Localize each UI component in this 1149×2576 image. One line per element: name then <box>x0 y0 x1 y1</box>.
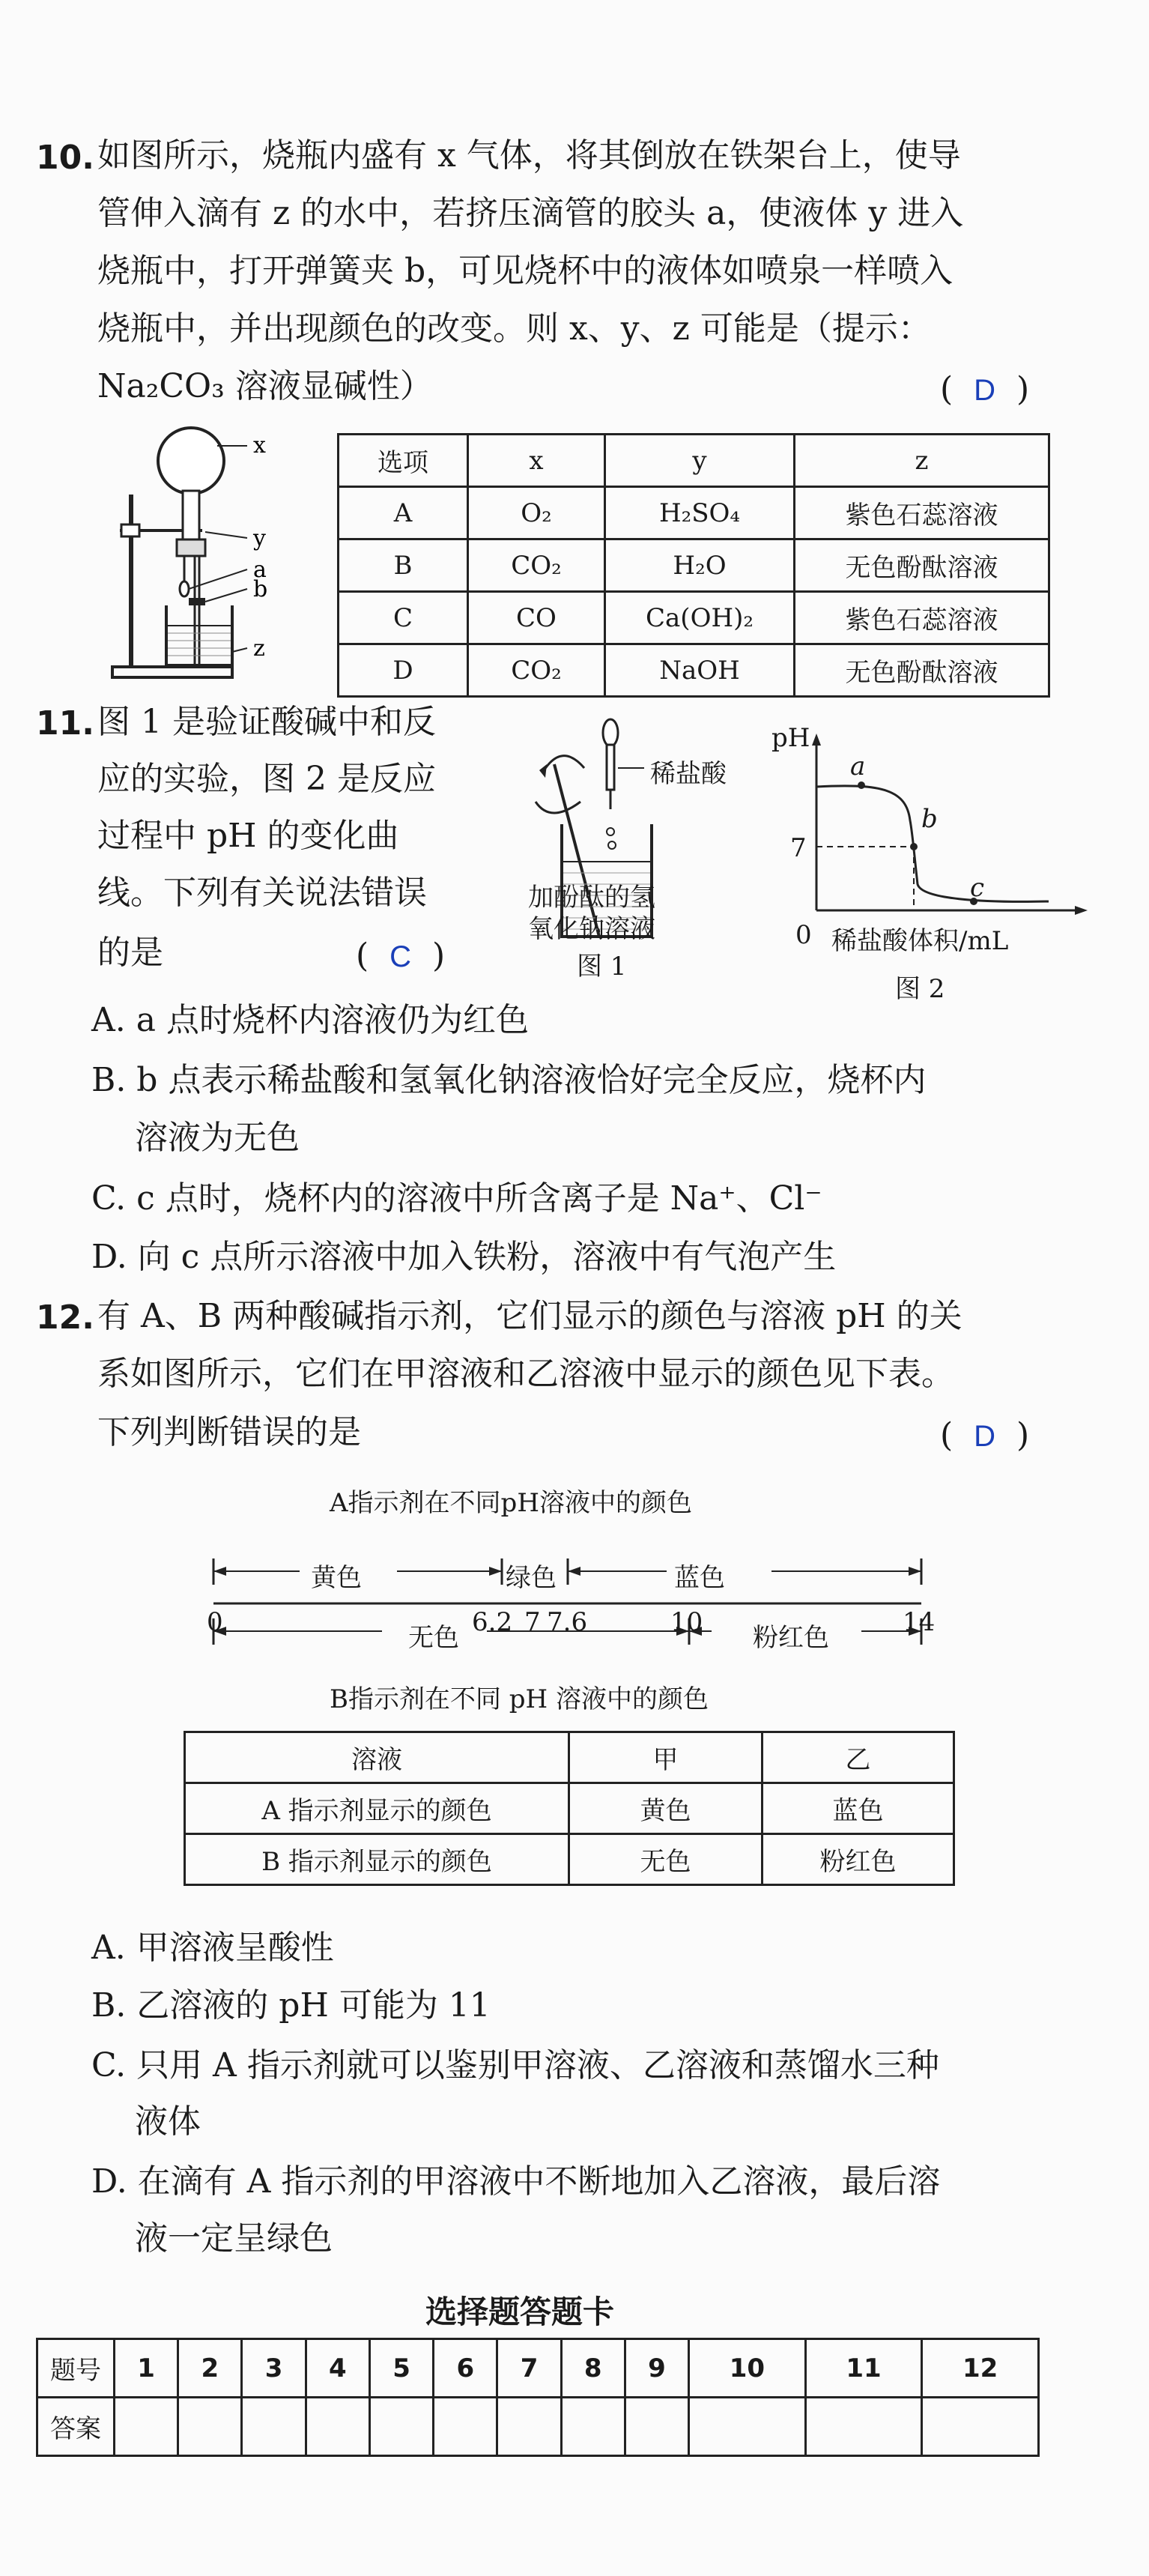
q12-option-d: D. 在滴有 A 指示剂的甲溶液中不断地加入乙溶液，最后溶 <box>91 2162 941 2201</box>
q12-option-c: C. 只用 A 指示剂就可以鉴别甲溶液、乙溶液和蒸馏水三种 <box>91 2046 939 2084</box>
q12-option-b: B. 乙溶液的 pH 可能为 11 <box>91 1986 491 2025</box>
q11-option-b: B. b 点表示稀盐酸和氢氧化钠溶液恰好完全反应，烧杯内 <box>91 1061 927 1099</box>
answer-card-number: 3 <box>242 2339 306 2398</box>
table-row <box>185 1783 954 1834</box>
stand-base <box>112 667 232 677</box>
answer-card-number: 10 <box>689 2339 806 2398</box>
q11-option-c: C. c 点时，烧杯内的溶液中所含离子是 Na⁺、Cl⁻ <box>91 1179 822 1218</box>
q10-header-z: z <box>795 435 1049 487</box>
table-cell: 无色 <box>569 1834 763 1885</box>
q10-answer-bracket: ( D ) <box>940 370 1030 408</box>
q10-number: 10. <box>36 139 94 177</box>
fig1-solution-label-2: 氧化钠溶液 <box>528 914 655 944</box>
scale-tick-0: 0 <box>207 1607 223 1637</box>
scale-tick-10: 10 <box>670 1607 703 1637</box>
scale-title-a: A指示剂在不同pH溶液中的颜色 <box>330 1488 692 1518</box>
q10-line-4: 烧瓶中，并出现颜色的改变。则 x、y、z 可能是（提示： <box>97 309 931 348</box>
fig1-acid-label: 稀盐酸 <box>650 759 727 789</box>
q11-answer: C <box>389 940 412 973</box>
q10-header-y: y <box>605 435 795 487</box>
q12-header-solution: 溶液 <box>185 1732 569 1783</box>
scale-tick-6-2: 6.2 <box>472 1607 513 1637</box>
answer-blank[interactable] <box>434 2398 497 2456</box>
table-cell: 紫色石蕊溶液 <box>795 487 1049 539</box>
label-b: b <box>253 576 268 602</box>
table-cell: A 指示剂显示的颜色 <box>185 1783 569 1834</box>
fig2-caption: 图 2 <box>895 974 945 1004</box>
scale-title-b: B指示剂在不同 pH 溶液中的颜色 <box>330 1684 709 1714</box>
table-cell: C <box>339 592 468 644</box>
q12-indicator-table <box>184 1731 955 1886</box>
table-cell: 无色酚酞溶液 <box>795 539 1049 592</box>
q12-option-a: A. 甲溶液呈酸性 <box>91 1929 334 1967</box>
flask-apparatus-figure <box>105 420 315 689</box>
label-y: y <box>253 525 266 551</box>
q11-line-4: 线。下列有关说法错误 <box>97 874 427 912</box>
table-cell: 黄色 <box>569 1783 763 1834</box>
fig2-origin: 0 <box>795 920 812 950</box>
q11-line-1: 图 1 是验证酸碱中和反 <box>97 703 436 741</box>
answer-card-number: 2 <box>178 2339 242 2398</box>
q10-options-table <box>337 433 1050 698</box>
answer-blank[interactable] <box>561 2398 625 2456</box>
table-cell: H₂SO₄ <box>605 487 795 539</box>
table-cell: H₂O <box>605 539 795 592</box>
flask <box>158 428 224 494</box>
answer-card-title: 选择题答题卡 <box>425 2294 615 2330</box>
label-x: x <box>253 432 266 459</box>
table-row <box>339 539 1049 592</box>
q12-line-3: 下列判断错误的是 <box>97 1413 361 1451</box>
table-cell: CO₂ <box>468 644 605 697</box>
scale-a-green: 绿色 <box>506 1563 557 1593</box>
q11-option-d: D. 向 c 点所示溶液中加入铁粉，溶液中有气泡产生 <box>91 1238 837 1276</box>
q11-answer-bracket: ( C ) <box>356 937 446 975</box>
answer-blank[interactable] <box>115 2398 178 2456</box>
figure-2-ph-curve <box>771 731 1094 940</box>
table-cell: B <box>339 539 468 592</box>
table-row <box>339 592 1049 644</box>
scale-a-yellow: 黄色 <box>311 1563 362 1593</box>
fig2-point-a: a <box>850 752 866 781</box>
table-cell: NaOH <box>605 644 795 697</box>
table-cell: 蓝色 <box>763 1783 954 1834</box>
q11-line-5: 的是 <box>97 934 163 972</box>
answer-card-number: 7 <box>497 2339 561 2398</box>
q10-line-3: 烧瓶中，打开弹簧夹 b，可见烧杯中的液体如喷泉一样喷入 <box>97 252 954 290</box>
fig1-solution-label-1: 加酚酞的氢 <box>528 883 655 913</box>
label-a: a <box>253 557 267 583</box>
answer-card-row1-label: 题号 <box>37 2339 115 2398</box>
answer-card-number: 9 <box>625 2339 688 2398</box>
table-cell: A <box>339 487 468 539</box>
table-row <box>339 644 1049 697</box>
q11-line-2: 应的实验，图 2 是反应 <box>97 760 436 798</box>
table-cell: B 指示剂显示的颜色 <box>185 1834 569 1885</box>
table-row <box>185 1834 954 1885</box>
table-cell: 无色酚酞溶液 <box>795 644 1049 697</box>
answer-blank[interactable] <box>497 2398 561 2456</box>
q12-line-2: 系如图所示，它们在甲溶液和乙溶液中显示的颜色见下表。 <box>97 1355 954 1393</box>
answer-blank[interactable] <box>625 2398 688 2456</box>
fig2-point-c: c <box>970 873 985 903</box>
answer-card-row2-label: 答案 <box>37 2398 115 2456</box>
fig2-y-axis-label: pH <box>771 723 810 753</box>
q12-header-jia: 甲 <box>569 1732 763 1783</box>
q11-number: 11. <box>36 704 94 743</box>
table-cell: CO₂ <box>468 539 605 592</box>
answer-card-number: 11 <box>805 2339 922 2398</box>
scale-tick-14: 14 <box>903 1607 936 1637</box>
answer-blank[interactable] <box>922 2398 1039 2456</box>
scale-b-colorless: 无色 <box>408 1623 459 1653</box>
table-cell: D <box>339 644 468 697</box>
table-cell: 紫色石蕊溶液 <box>795 592 1049 644</box>
label-z: z <box>253 635 265 662</box>
answer-blank[interactable] <box>306 2398 369 2456</box>
q12-answer: D <box>974 1420 996 1453</box>
q10-line-2: 管伸入滴有 z 的水中，若挤压滴管的胶头 a，使液体 y 进入 <box>97 194 964 232</box>
fig2-point-b: b <box>921 804 938 834</box>
fig1-caption: 图 1 <box>577 952 627 982</box>
q12-option-c-cont: 液体 <box>135 2102 201 2141</box>
q12-header-yi: 乙 <box>763 1732 954 1783</box>
answer-blank[interactable] <box>805 2398 922 2456</box>
table-cell: CO <box>468 592 605 644</box>
table-cell: 粉红色 <box>763 1834 954 1885</box>
q10-line-1: 如图所示，烧瓶内盛有 x 气体，将其倒放在铁架台上，使导 <box>97 136 961 175</box>
answer-blank[interactable] <box>369 2398 433 2456</box>
answer-blank[interactable] <box>689 2398 806 2456</box>
answer-card-number: 8 <box>561 2339 625 2398</box>
answer-card-number: 12 <box>922 2339 1039 2398</box>
q12-number: 12. <box>36 1298 94 1337</box>
answer-card-table <box>36 2338 1040 2457</box>
answer-card-number-row <box>37 2339 1039 2398</box>
q12-line-1: 有 A、B 两种酸碱指示剂，它们显示的颜色与溶液 pH 的关 <box>97 1297 962 1335</box>
answer-card-number: 1 <box>115 2339 178 2398</box>
q11-line-3: 过程中 pH 的变化曲 <box>97 817 399 855</box>
scale-b-pink: 粉红色 <box>753 1623 829 1653</box>
answer-card-number: 6 <box>434 2339 497 2398</box>
q10-header-option: 选项 <box>339 435 468 487</box>
fig2-x-axis-label: 稀盐酸体积/mL <box>831 926 1009 956</box>
scale-a-blue: 蓝色 <box>674 1563 725 1593</box>
answer-card-answer-row <box>37 2398 1039 2456</box>
q10-line-5: Na₂CO₃ 溶液显碱性） <box>97 367 433 405</box>
table-cell: Ca(OH)₂ <box>605 592 795 644</box>
table-cell: O₂ <box>468 487 605 539</box>
q10-header-x: x <box>468 435 605 487</box>
table-row <box>339 487 1049 539</box>
q12-option-d-cont: 液一定呈绿色 <box>135 2219 333 2258</box>
answer-blank[interactable] <box>242 2398 306 2456</box>
scale-tick-7: 7 <box>524 1607 541 1637</box>
answer-card-number: 4 <box>306 2339 369 2398</box>
q11-option-b-cont: 溶液为无色 <box>135 1119 300 1157</box>
q10-answer: D <box>974 374 996 407</box>
q11-option-a: A. a 点时烧杯内溶液仍为红色 <box>91 1001 529 1039</box>
answer-blank[interactable] <box>178 2398 242 2456</box>
answer-card-number: 5 <box>369 2339 433 2398</box>
fig2-tick-7: 7 <box>790 833 807 863</box>
q12-answer-bracket: ( D ) <box>940 1416 1030 1454</box>
scale-tick-7-6: 7.6 <box>547 1607 588 1637</box>
